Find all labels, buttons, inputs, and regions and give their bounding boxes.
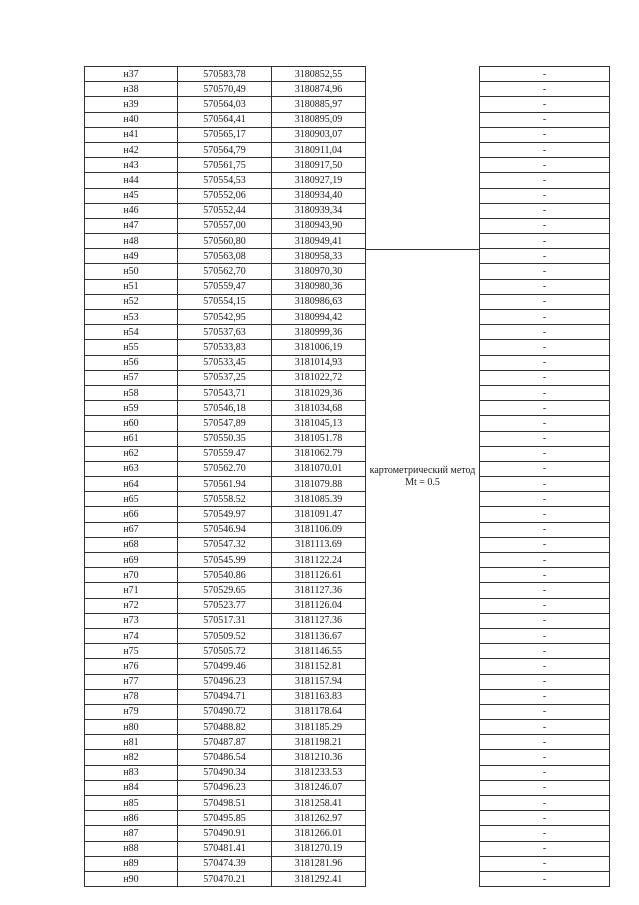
x-coordinate-cell: 570540.86: [178, 568, 272, 583]
table-row: [85, 264, 610, 279]
table-row: [85, 826, 610, 841]
point-cell: н62: [85, 446, 178, 461]
x-coordinate-cell: 570562,70: [178, 264, 272, 279]
x-coordinate-cell: 570533,83: [178, 340, 272, 355]
point-cell: н78: [85, 689, 178, 704]
x-coordinate-cell: 570565,17: [178, 127, 272, 142]
x-coordinate-cell: 570554,53: [178, 173, 272, 188]
y-coordinate-cell: 3180958,33: [272, 249, 366, 264]
y-coordinate-cell: 3181146.55: [272, 644, 366, 659]
x-coordinate-cell: 570564,79: [178, 142, 272, 157]
note-cell: -: [480, 537, 610, 552]
x-coordinate-cell: 570487.87: [178, 735, 272, 750]
table-row: [85, 385, 610, 400]
y-coordinate-cell: 3180895,09: [272, 112, 366, 127]
y-coordinate-cell: 3181266.01: [272, 826, 366, 841]
table-row: [85, 370, 610, 385]
point-cell: н67: [85, 522, 178, 537]
x-coordinate-cell: 570505.72: [178, 644, 272, 659]
x-coordinate-cell: 570549.97: [178, 507, 272, 522]
x-coordinate-cell: 570558.52: [178, 492, 272, 507]
table-row: [85, 659, 610, 674]
y-coordinate-cell: 3181062.79: [272, 446, 366, 461]
note-cell: -: [480, 628, 610, 643]
note-cell: -: [480, 461, 610, 476]
y-coordinate-cell: 3180927,19: [272, 173, 366, 188]
point-cell: н39: [85, 97, 178, 112]
point-cell: н79: [85, 704, 178, 719]
point-cell: н73: [85, 613, 178, 628]
point-cell: н48: [85, 234, 178, 249]
table-row: [85, 310, 610, 325]
y-coordinate-cell: 3181127.36: [272, 613, 366, 628]
point-cell: н49: [85, 249, 178, 264]
x-coordinate-cell: 570557,00: [178, 218, 272, 233]
x-coordinate-cell: 570490.91: [178, 826, 272, 841]
note-cell: -: [480, 841, 610, 856]
x-coordinate-cell: 570543,71: [178, 385, 272, 400]
note-cell: -: [480, 218, 610, 233]
point-cell: н63: [85, 461, 178, 476]
y-coordinate-cell: 3181079.88: [272, 477, 366, 492]
point-cell: н84: [85, 780, 178, 795]
y-coordinate-cell: 3181113.69: [272, 537, 366, 552]
note-cell: -: [480, 203, 610, 218]
note-cell: -: [480, 279, 610, 294]
y-coordinate-cell: 3181292.41: [272, 871, 366, 886]
y-coordinate-cell: 3180885,97: [272, 97, 366, 112]
y-coordinate-cell: 3180911,04: [272, 142, 366, 157]
note-cell: -: [480, 644, 610, 659]
y-coordinate-cell: 3181022,72: [272, 370, 366, 385]
y-coordinate-cell: 3181006,19: [272, 340, 366, 355]
point-cell: н40: [85, 112, 178, 127]
x-coordinate-cell: 570490.72: [178, 704, 272, 719]
table-row: [85, 765, 610, 780]
note-cell: -: [480, 416, 610, 431]
table-row: [85, 674, 610, 689]
table-row: [85, 553, 610, 568]
x-coordinate-cell: 570498.51: [178, 796, 272, 811]
y-coordinate-cell: 3181178.64: [272, 704, 366, 719]
y-coordinate-cell: 3181051.78: [272, 431, 366, 446]
point-cell: н44: [85, 173, 178, 188]
x-coordinate-cell: 570537,63: [178, 325, 272, 340]
y-coordinate-cell: 3180949,41: [272, 234, 366, 249]
table-row: [85, 203, 610, 218]
y-coordinate-cell: 3180903,07: [272, 127, 366, 142]
coordinates-table-body: [85, 67, 610, 887]
note-cell: -: [480, 188, 610, 203]
point-cell: н65: [85, 492, 178, 507]
note-cell: -: [480, 568, 610, 583]
table-row: [85, 811, 610, 826]
x-coordinate-cell: 570554,15: [178, 294, 272, 309]
table-row: [85, 856, 610, 871]
note-cell: -: [480, 173, 610, 188]
table-row: [85, 158, 610, 173]
note-cell: -: [480, 613, 610, 628]
point-cell: н54: [85, 325, 178, 340]
table-row: [85, 750, 610, 765]
point-cell: н64: [85, 477, 178, 492]
y-coordinate-cell: 3181185.29: [272, 720, 366, 735]
note-cell: -: [480, 401, 610, 416]
x-coordinate-cell: 570490.34: [178, 765, 272, 780]
y-coordinate-cell: 3181210.36: [272, 750, 366, 765]
y-coordinate-cell: 3180994,42: [272, 310, 366, 325]
table-row: [85, 689, 610, 704]
point-cell: н50: [85, 264, 178, 279]
x-coordinate-cell: 570550.35: [178, 431, 272, 446]
y-coordinate-cell: 3180852,55: [272, 67, 366, 82]
point-cell: н83: [85, 765, 178, 780]
note-cell: -: [480, 811, 610, 826]
point-cell: н82: [85, 750, 178, 765]
note-cell: -: [480, 659, 610, 674]
note-cell: -: [480, 598, 610, 613]
note-cell: -: [480, 735, 610, 750]
table-row: [85, 355, 610, 370]
note-cell: -: [480, 507, 610, 522]
y-coordinate-cell: 3181246.07: [272, 780, 366, 795]
note-cell: -: [480, 234, 610, 249]
note-cell: -: [480, 689, 610, 704]
point-cell: н86: [85, 811, 178, 826]
table-row: [85, 871, 610, 886]
point-cell: н88: [85, 841, 178, 856]
point-cell: н56: [85, 355, 178, 370]
x-coordinate-cell: 570488.82: [178, 720, 272, 735]
point-cell: н69: [85, 553, 178, 568]
table-row: [85, 477, 610, 492]
x-coordinate-cell: 570470.21: [178, 871, 272, 886]
x-coordinate-cell: 570486.54: [178, 750, 272, 765]
x-coordinate-cell: 570563,08: [178, 249, 272, 264]
table-row: [85, 628, 610, 643]
x-coordinate-cell: 570562.70: [178, 461, 272, 476]
table-row: [85, 234, 610, 249]
x-coordinate-cell: 570559,47: [178, 279, 272, 294]
table-row: [85, 720, 610, 735]
table-row: [85, 82, 610, 97]
table-row: [85, 735, 610, 750]
y-coordinate-cell: 3181045,13: [272, 416, 366, 431]
point-cell: н80: [85, 720, 178, 735]
x-coordinate-cell: 570481.41: [178, 841, 272, 856]
x-coordinate-cell: 570495.85: [178, 811, 272, 826]
table-row: [85, 492, 610, 507]
note-cell: -: [480, 446, 610, 461]
point-cell: н38: [85, 82, 178, 97]
x-coordinate-cell: 570546.94: [178, 522, 272, 537]
y-coordinate-cell: 3180970,30: [272, 264, 366, 279]
point-cell: н90: [85, 871, 178, 886]
y-coordinate-cell: 3180874,96: [272, 82, 366, 97]
point-cell: н89: [85, 856, 178, 871]
note-cell: -: [480, 720, 610, 735]
note-cell: -: [480, 67, 610, 82]
table-row: [85, 841, 610, 856]
x-coordinate-cell: 570559.47: [178, 446, 272, 461]
y-coordinate-cell: 3181034,68: [272, 401, 366, 416]
x-coordinate-cell: 570583,78: [178, 67, 272, 82]
table-row: [85, 294, 610, 309]
note-cell: -: [480, 856, 610, 871]
y-coordinate-cell: 3181163.83: [272, 689, 366, 704]
table-row: [85, 537, 610, 552]
point-cell: н85: [85, 796, 178, 811]
note-cell: -: [480, 522, 610, 537]
table-row: [85, 583, 610, 598]
point-cell: н60: [85, 416, 178, 431]
point-cell: н74: [85, 628, 178, 643]
table-row: [85, 173, 610, 188]
y-coordinate-cell: 3181070.01: [272, 461, 366, 476]
point-cell: н45: [85, 188, 178, 203]
note-cell: -: [480, 385, 610, 400]
table-row: [85, 446, 610, 461]
table-row: [85, 507, 610, 522]
note-cell: -: [480, 780, 610, 795]
table-row: [85, 127, 610, 142]
x-coordinate-cell: 570509.52: [178, 628, 272, 643]
table-row: [85, 780, 610, 795]
x-coordinate-cell: 570474.39: [178, 856, 272, 871]
table-row: [85, 416, 610, 431]
note-cell: -: [480, 750, 610, 765]
table-row: [85, 142, 610, 157]
note-cell: -: [480, 674, 610, 689]
y-coordinate-cell: 3180999,36: [272, 325, 366, 340]
x-coordinate-cell: 570561,75: [178, 158, 272, 173]
y-coordinate-cell: 3181126.61: [272, 568, 366, 583]
note-cell: -: [480, 340, 610, 355]
note-cell: -: [480, 310, 610, 325]
x-coordinate-cell: 570561.94: [178, 477, 272, 492]
y-coordinate-cell: 3180986,63: [272, 294, 366, 309]
table-row: [85, 401, 610, 416]
x-coordinate-cell: 570494.71: [178, 689, 272, 704]
y-coordinate-cell: 3181014,93: [272, 355, 366, 370]
point-cell: н55: [85, 340, 178, 355]
table-row: [85, 644, 610, 659]
x-coordinate-cell: 570517.31: [178, 613, 272, 628]
x-coordinate-cell: 570542,95: [178, 310, 272, 325]
point-cell: н71: [85, 583, 178, 598]
point-cell: н46: [85, 203, 178, 218]
note-cell: -: [480, 704, 610, 719]
table-row: [85, 704, 610, 719]
y-coordinate-cell: 3180980,36: [272, 279, 366, 294]
note-cell: -: [480, 796, 610, 811]
point-cell: н70: [85, 568, 178, 583]
coordinates-table: [84, 66, 610, 887]
y-coordinate-cell: 3181198.21: [272, 735, 366, 750]
point-cell: н75: [85, 644, 178, 659]
y-coordinate-cell: 3181127.36: [272, 583, 366, 598]
note-cell: -: [480, 112, 610, 127]
y-coordinate-cell: 3180934,40: [272, 188, 366, 203]
point-cell: н47: [85, 218, 178, 233]
note-cell: -: [480, 82, 610, 97]
x-coordinate-cell: 570546,18: [178, 401, 272, 416]
y-coordinate-cell: 3181136.67: [272, 628, 366, 643]
table-row: [85, 522, 610, 537]
note-cell: -: [480, 583, 610, 598]
point-cell: н41: [85, 127, 178, 142]
x-coordinate-cell: 570545.99: [178, 553, 272, 568]
y-coordinate-cell: 3181122.24: [272, 553, 366, 568]
note-cell: -: [480, 477, 610, 492]
point-cell: н58: [85, 385, 178, 400]
point-cell: н57: [85, 370, 178, 385]
y-coordinate-cell: 3181091.47: [272, 507, 366, 522]
table-row: [85, 796, 610, 811]
note-cell: -: [480, 355, 610, 370]
y-coordinate-cell: 3181262.97: [272, 811, 366, 826]
table-row: [85, 112, 610, 127]
point-cell: н87: [85, 826, 178, 841]
x-coordinate-cell: 570552,06: [178, 188, 272, 203]
note-cell: -: [480, 97, 610, 112]
x-coordinate-cell: 570496.23: [178, 780, 272, 795]
y-coordinate-cell: 3181157.94: [272, 674, 366, 689]
method-cell: [366, 67, 480, 887]
y-coordinate-cell: 3181258.41: [272, 796, 366, 811]
table-row: [85, 249, 610, 264]
y-coordinate-cell: 3180943,90: [272, 218, 366, 233]
note-cell: -: [480, 431, 610, 446]
x-coordinate-cell: 570523.77: [178, 598, 272, 613]
point-cell: н52: [85, 294, 178, 309]
table-row: [85, 568, 610, 583]
x-coordinate-cell: 570533,45: [178, 355, 272, 370]
table-row: [85, 325, 610, 340]
note-cell: -: [480, 370, 610, 385]
x-coordinate-cell: 570499.46: [178, 659, 272, 674]
note-cell: -: [480, 325, 610, 340]
point-cell: н77: [85, 674, 178, 689]
point-cell: н37: [85, 67, 178, 82]
note-cell: -: [480, 142, 610, 157]
note-cell: -: [480, 249, 610, 264]
y-coordinate-cell: 3181270.19: [272, 841, 366, 856]
table-row: [85, 613, 610, 628]
x-coordinate-cell: 570547,89: [178, 416, 272, 431]
y-coordinate-cell: 3181029,36: [272, 385, 366, 400]
note-cell: -: [480, 492, 610, 507]
y-coordinate-cell: 3181106.09: [272, 522, 366, 537]
point-cell: н81: [85, 735, 178, 750]
point-cell: н59: [85, 401, 178, 416]
y-coordinate-cell: 3181152.81: [272, 659, 366, 674]
y-coordinate-cell: 3181281.96: [272, 856, 366, 871]
y-coordinate-cell: 3181126.04: [272, 598, 366, 613]
table-row: [85, 67, 610, 82]
table-row: [85, 218, 610, 233]
point-cell: н76: [85, 659, 178, 674]
note-cell: -: [480, 765, 610, 780]
x-coordinate-cell: 570529.65: [178, 583, 272, 598]
point-cell: н53: [85, 310, 178, 325]
point-cell: н68: [85, 537, 178, 552]
table-row: [85, 431, 610, 446]
table-row: [85, 279, 610, 294]
method-cell-divider: [366, 249, 480, 250]
table-row: [85, 461, 610, 476]
point-cell: н42: [85, 142, 178, 157]
x-coordinate-cell: 570537,25: [178, 370, 272, 385]
point-cell: н61: [85, 431, 178, 446]
note-cell: -: [480, 553, 610, 568]
y-coordinate-cell: 3181085.39: [272, 492, 366, 507]
y-coordinate-cell: 3180917,50: [272, 158, 366, 173]
x-coordinate-cell: 570496.23: [178, 674, 272, 689]
note-cell: -: [480, 294, 610, 309]
table-row: [85, 97, 610, 112]
x-coordinate-cell: 570564,41: [178, 112, 272, 127]
y-coordinate-cell: 3180939,34: [272, 203, 366, 218]
x-coordinate-cell: 570552,44: [178, 203, 272, 218]
x-coordinate-cell: 570564,03: [178, 97, 272, 112]
x-coordinate-cell: 570560,80: [178, 234, 272, 249]
point-cell: н66: [85, 507, 178, 522]
note-cell: -: [480, 158, 610, 173]
table-row: [85, 598, 610, 613]
note-cell: -: [480, 871, 610, 886]
point-cell: н72: [85, 598, 178, 613]
note-cell: -: [480, 264, 610, 279]
x-coordinate-cell: 570570,49: [178, 82, 272, 97]
y-coordinate-cell: 3181233.53: [272, 765, 366, 780]
note-cell: -: [480, 127, 610, 142]
table-row: [85, 188, 610, 203]
x-coordinate-cell: 570547.32: [178, 537, 272, 552]
point-cell: н51: [85, 279, 178, 294]
method-note: картометрический метод Mt = 0.5: [369, 464, 476, 488]
point-cell: н43: [85, 158, 178, 173]
note-cell: -: [480, 826, 610, 841]
table-row: [85, 340, 610, 355]
